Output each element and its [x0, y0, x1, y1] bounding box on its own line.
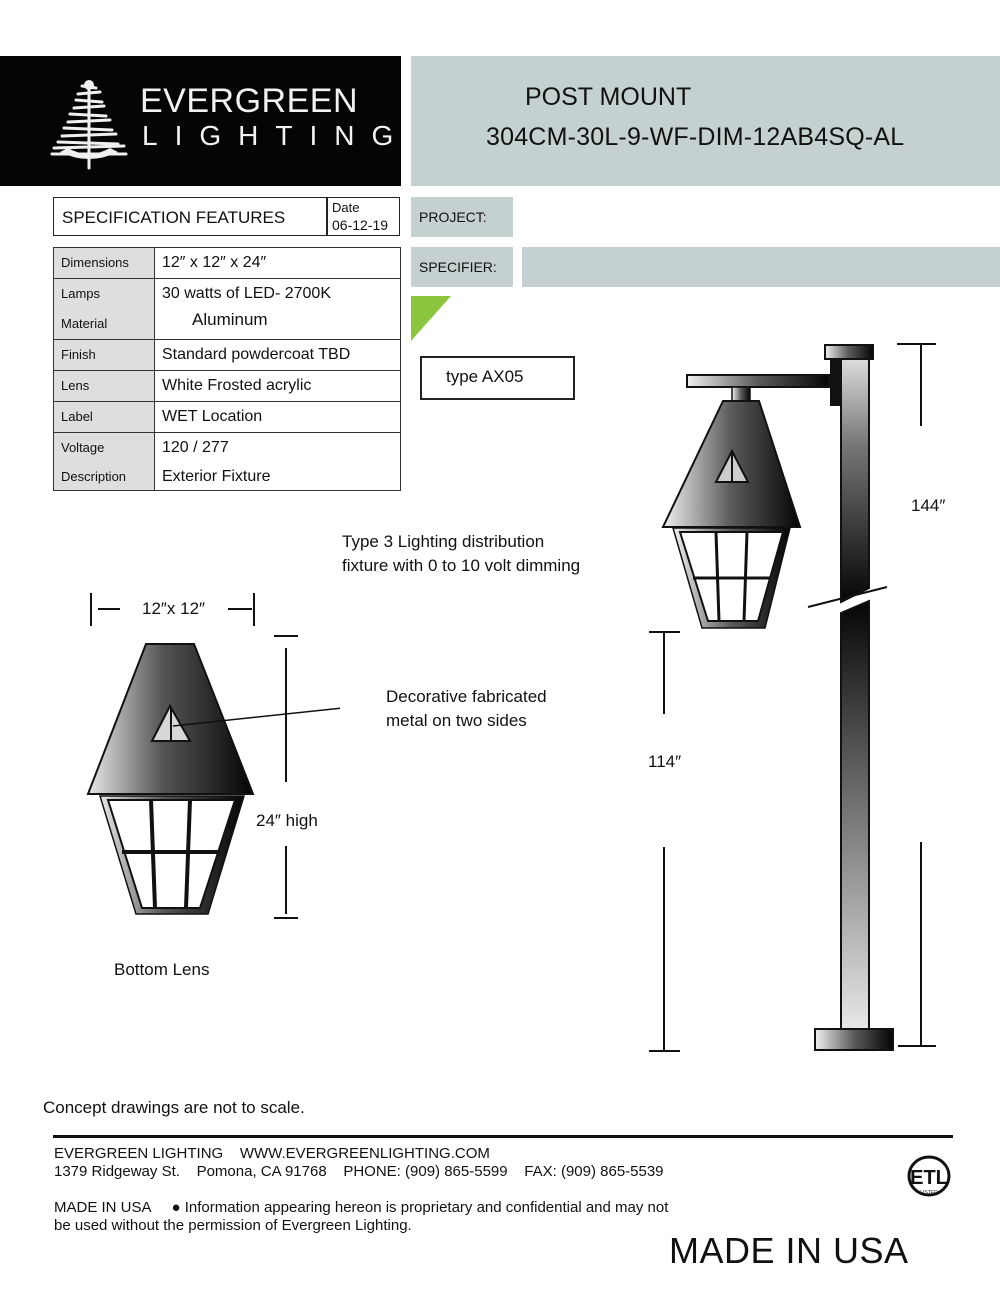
brand-subname: LIGHTING [142, 120, 411, 151]
table-row [54, 248, 401, 279]
spec-value: Standard powdercoat TBD [162, 346, 351, 363]
made-in-usa-badge: MADE IN USA [669, 1230, 909, 1271]
distribution-note [342, 530, 580, 578]
height-dimension: 24″ high [256, 811, 318, 830]
spec-value: White Frosted acrylic [162, 377, 312, 394]
type-label-box: type AX05 [420, 356, 575, 400]
spec-label: Dimensions [61, 255, 129, 270]
footer-company: EVERGREEN LIGHTING WWW.EVERGREENLIGHTING.COM [54, 1145, 490, 1162]
spec-value: WET Location [162, 408, 263, 425]
concept-note: Concept drawings are not to scale. [43, 1098, 305, 1117]
callout-line: Decorative fabricated [386, 687, 547, 706]
post-mount-drawing [640, 340, 1000, 1060]
spec-title: SPECIFICATION FEATURES [62, 208, 286, 227]
spec-label: Voltage [61, 440, 105, 455]
note-line: Type 3 Lighting distribution [342, 532, 545, 551]
table-row [54, 402, 401, 433]
spec-label: Lamps [61, 286, 101, 301]
title-banner [411, 56, 1000, 186]
table-row [54, 279, 401, 340]
note-line: fixture with 0 to 10 volt dimming [342, 556, 581, 575]
spec-value: Aluminum [192, 310, 268, 329]
bottom-lens-label: Bottom Lens [114, 960, 210, 979]
table-row [54, 433, 401, 491]
evergreen-tree-logo-icon [48, 78, 130, 170]
brand-name: EVERGREEN [140, 82, 358, 120]
spec-table [53, 247, 401, 491]
accent-triangle-icon [411, 296, 451, 341]
specifier-label: SPECIFIER: [411, 247, 513, 287]
width-dimension: 12″x 12″ [142, 599, 206, 618]
spec-label: Lens [61, 378, 90, 393]
spec-label: Description [61, 469, 127, 484]
specifier-field[interactable] [522, 247, 1000, 287]
table-row [54, 340, 401, 371]
spec-label: Material [61, 316, 108, 331]
svg-text:LISTED: LISTED [920, 1190, 938, 1196]
project-label: PROJECT: [411, 197, 513, 237]
footer-address: 1379 Ridgeway St. Pomona, CA 91768 PHONE: (909) 865-5599 FAX: (909) 865-5539 [54, 1163, 664, 1180]
product-type: POST MOUNT [525, 83, 692, 111]
overall-height-dimension: 144″ [911, 496, 946, 515]
footer-divider [53, 1135, 953, 1138]
spec-header [53, 197, 400, 236]
divider [326, 198, 328, 235]
svg-text:ETL: ETL [910, 1167, 948, 1189]
spec-label: Finish [61, 347, 96, 362]
etl-listed-icon [905, 1155, 953, 1197]
fixture-height-dimension: 114″ [648, 752, 682, 771]
model-number: 304CM-30L-9-WF-DIM-12AB4SQ-AL [486, 123, 905, 151]
table-row [54, 371, 401, 402]
fixture-detail-drawing [80, 588, 340, 928]
footer-disclaimer-cont: be used without the permission of Evergreen Lighting. [54, 1217, 412, 1234]
footer-disclaimer: MADE IN USA ● Information appearing hereon is proprietary and confidential and may not [54, 1199, 669, 1216]
spec-value: 12″ x 12″ x 24″ [162, 254, 267, 271]
date-value: 06-12-19 [332, 217, 389, 233]
spec-value: Exterior Fixture [162, 468, 271, 485]
callout-line: metal on two sides [386, 711, 527, 730]
date-label: Date [332, 200, 360, 215]
decorative-callout [386, 685, 547, 733]
spec-value: 30 watts of LED- 2700K [162, 285, 331, 302]
spec-label: Label [61, 409, 93, 424]
spec-value: 120 / 277 [162, 439, 229, 456]
